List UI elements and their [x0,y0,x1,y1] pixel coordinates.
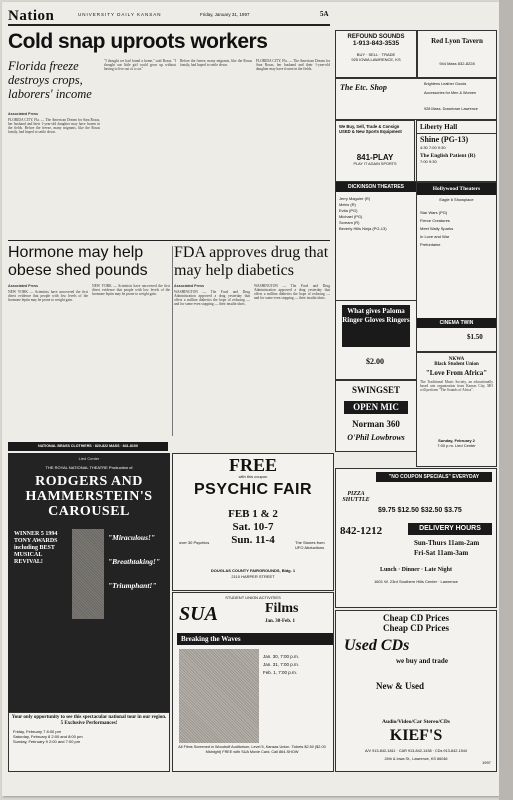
column-rule [172,246,173,436]
ad-clothiers-strip: NATIONAL BRASS CLOTHIERS · 820-822 MASS · 841-8100 [8,442,168,451]
story2-credit: Associated Press [8,284,38,288]
section-title: Nation [8,8,55,24]
story3-col2: WASHINGTON — The Food and Drug Administration approved a drug yesterday that offers a million diabetics the hope of reducing — and for some even stopping — their insulin shots. [254,284,330,301]
story1-col4: FLORIDA CITY, Fla. — The American Dream for Sara Rosas, her husband and their 1-year-old daughter may have frozen in the fields. [256,59,330,72]
issue-date: Friday, January 31, 1997 [200,12,250,17]
story3-headline: FDA approves drug that may help diabetics [174,244,329,279]
ad-liberty-hall: Liberty Hall Shine (PG-13) 4:30 7:00 9:30 The English Patient (R) 7:00 9:30 [416,120,497,182]
psychic-dates: FEB 1 & 2 Sat. 10-7 Sun. 11-4 [228,508,278,546]
ad-refound-sounds: REFOUND SOUNDS 1-913-843-3535 BUY · SELL · TRADE 925 IOWA LAWRENCE, KS [335,30,417,78]
ad-psychic-fair: FREE with this coupon PSYCHIC FAIR FEB 1 & 2 Sat. 10-7 Sun. 11-4 over 30 Psychics The Stones from UFO Abductions DOUGLAS COUNTY FAIRGROUNDS, Bldg. 1 2110 HARPER STREET [172,453,334,591]
story3-col1: WASHINGTON — The Food and Drug Administration approved a drug yesterday that offers a million diabetics the hope of reducing — and for some even stopping — their insulin shots. [174,290,250,307]
page-edge-strip [499,0,513,800]
ad-pizza-shuttle: "NO COUPON SPECIALS" EVERYDAY PIZZA SHUTTLE $9.75 $12.50 $32.50 $3.75 842-1212 DELIVERY HOURS Sun-Thurs 11am-2am Fri-Sat 11am-3am Lunch · Dinner · Late Night 1601 W. 23rd Southern Hills Center · Lawrence [335,468,497,608]
story1-deck: Florida freeze destroys crops, laborers' income [8,59,92,101]
pizza-prices: $9.75 $12.50 $32.50 $3.75 [378,507,462,514]
story1-col2: "I thought we had found a home," said Rosas. "I thought our little girl could grow up without having to live out of a car." [104,59,176,72]
masthead-rule [8,24,330,26]
ad-hollywood-theaters: Hollywood Theaters Eagle 6 Showplace Star Wars (PG) Fierce Creatures Meet Wally Sparks In Love and War Prefontaine CINEMA TWIN $1.50 [416,182,497,352]
ad-dickinson: DICKINSON THEATRES Jerry Maguire (R) Metro (R) Evita (PG) Michael (PG) Scream (R) Beverly Hills Ninja (PG-13) [335,181,417,301]
story2-col1: NEW YORK — Scientists have uncovered the first direct evidence that people with low levels of the hormone leptin may be prone to weight gain. [8,290,88,303]
hollywood-listings: Star Wars (PG) Fierce Creatures Meet Wally Sparks In Love and War Prefontaine [420,210,454,247]
story3-credit: Associated Press [174,284,204,288]
film-still-photo [179,649,259,743]
ad-gtf: What gives Paloma Ringer Gloves Ringers $2.00 [335,300,417,380]
story1-col1: FLORIDA CITY, Fla. — The American Dream for Sara Rosas, her husband and their 1-year-old daughter may have frozen in the fields. Before the freeze, many migrants, like the Rosas family, had hoped to settle down. [8,118,100,135]
edge-number: 1997 [482,760,491,765]
story2-headline: Hormone may help obese shed pounds [8,244,148,279]
ad-nkwa: NKWA Black Student Union "Love From Africa" The Traditional Music Society, an educationally based arts organization from Kansas City, MO will perform "The Sounds of Africa". Sunday, February 2 7:00 p.m. Lied Center [416,352,497,467]
carousel-figure-photo [72,529,104,619]
story-divider [8,240,330,241]
ad-red-lyon: Red Lyon Tavern 944 Mass 832-8228 [417,30,497,78]
carousel-title: RODGERS AND HAMMERSTEIN'S CAROUSEL [25,474,153,519]
story1-credit: Associated Press [8,112,38,116]
carousel-offer-box: Your only opportunity to see this spectacular national tour in our region. 5 Exclusive Performances! Friday, February 7 8:00 pm Saturday, February 8 2:00 and 8:00 pm Sunday, February 9 2:00 and 7:00 pm [8,712,170,772]
ad-sua-films: STUDENT UNION ACTIVITIES SUA Films Jan. 30-Feb. 1 Breaking the Waves Jan. 30, 7:00 p.m. Jan. 31, 7:00 p.m. Feb. 1, 7:00 p.m. All Films Screened in Woodruff Auditorium, Level 5, Kansas Union. Tickets $2.50 ($2.00 Midnight) FREE with SUA Movie Card. Call 864-SHOW [172,592,334,772]
story2-col2: NEW YORK — Scientists have uncovered the first direct evidence that people with low levels of the hormone leptin may be prone to weight gain. [92,284,170,297]
carousel-dates: Friday, February 7 8:00 pm Saturday, February 8 2:00 and 8:00 pm Sunday, February 9 2:00 and 7:00 pm [13,729,83,744]
dickinson-listings: Jerry Maguire (R) Metro (R) Evita (PG) Michael (PG) Scream (R) Beverly Hills Ninja (PG-13) [339,196,387,231]
ad-etc-shop: The Etc. Shop Brightens Leather Goods Accessories for Men & Women 928 Mass. Downtown Lawrence [335,78,497,120]
story1-headline: Cold snap uproots workers [8,30,268,53]
film-times: Jan. 30, 7:00 p.m. Jan. 31, 7:00 p.m. Feb. 1, 7:00 p.m. [263,654,300,675]
paper-name: UNIVERSITY DAILY KANSAN [78,12,162,17]
ad-swingset: SWINGSET OPEN MIC Norman 360 O'Phil Lowbrows [335,380,417,452]
page-number: 5A [320,10,329,18]
story1-col3: Before the freeze, many migrants, like the Rosas family, had hoped to settle down. [180,59,252,68]
ad-play-it-again: We Buy, Sell, Trade & Consign USED & New Sports Equipment 841-PLAY PLAY IT AGAIN SPORTS [335,120,415,216]
ad-carousel: Lied Center THE ROYAL NATIONAL THEATRE Production of RODGERS AND HAMMERSTEIN'S CAROUSEL WINNER 5 1994 TONY AWARDS including BEST MUSICAL REVIVAL! "Miraculous!" "Breathtaking!" "Triumphant!" [8,453,170,743]
ad-kiefs: Cheap CD Prices Cheap CD Prices Used CDs we buy and trade New & Used Audio/Video/Car Stereo/CDs KIEF'S A/V 913-842-1811 · CAR 913-842-1438 · CDs 913-842-1544 24th & Iowa St., Lawrence, KS 66046 [335,610,497,772]
